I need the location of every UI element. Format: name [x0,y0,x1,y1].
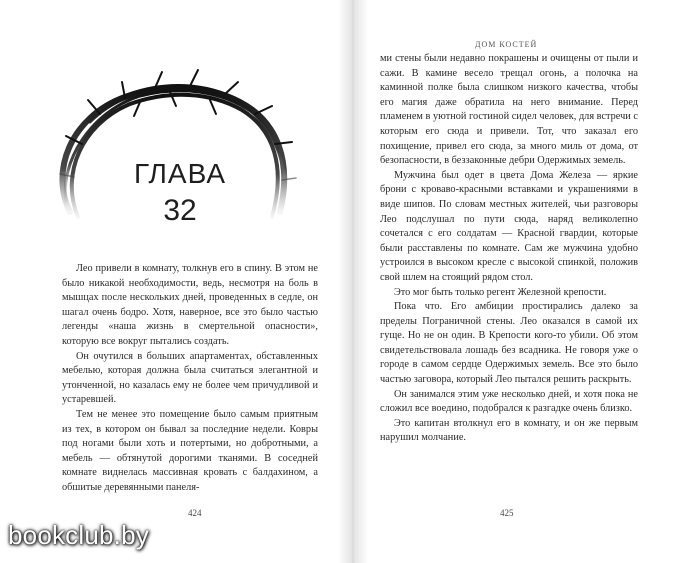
running-head: ДОМ КОСТЕЙ [475,40,538,49]
right-page-body [380,52,638,446]
chapter-label: ГЛАВА [133,158,227,189]
page-number-left: 424 [188,508,202,518]
paragraph: Это мог быть только регент Железной крепости. [394,286,607,298]
left-page-body [62,262,318,496]
paragraph: Лео привели в комнату, толкнув его в спину. В этом не было никакой необходимости, ведь, несмотря на боль в мышцах после нескольких дней, проведенных в седле, он шагал очень бодро. Хотя, наверное, все это было частью легенды «наша жизнь в смертельной опасности», которую все вокруг пытались создать. [62,263,318,347]
paragraph: ми стены были недавно покрашены и очищены от пыли и сажи. В камине весело трещал огонь, а полочка на каминной полке была слишком низкого качества, чтобы его магия даже обратила на него внимание. Перед пламенем в уютной гостиной сидел человек, для встречи с которым его сюда и привели. Тот, что заказал его похищение, привел его сюда, за много миль от дома, от безопасности, в беззаконные дебри Одержимых земель. [380,53,638,167]
paragraph: Он очутился в больших апартаментах, обставленных мебелью, которая должна была считаться элегантной и утонченной, но казалась ему не более чем причудливой и устаревшей. [62,350,318,406]
paragraph: Пока что. Его амбиции простирались далеко за пределы Пограничной стены. Лео оказался в самой их гуще. Но не он один. В Крепости кого-то убили. Об этом свидетельствовала лошадь без всадника. Не говоря уже о городе в самом сердце Одержимых земель. Все это было частью заговора, который Лео пытался решить раскрыть. [380,301,638,386]
watermark: bookclub.by [8,520,149,550]
chapter-number: 32 [163,194,197,227]
paragraph: Он занимался этим уже несколько дней, и хотя пока не сложил все воедино, подобрался к разгадке очень близко. [380,388,638,415]
paragraph: Это капитан втолкнул его в комнату, и он же первым нарушил молчание. [380,417,638,444]
paragraph: Тем не менее это помещение было самым приятным из тех, в котором он бывал за последние недели. Ковры под ногами были хоть и потертыми, но добротными, а мебель — обтянутой дорогими тканями. В соседней комнате виднелась массивная кровать с балдахином, а обшитые деревянными панеля- [62,408,318,493]
page-number-right: 425 [500,508,514,518]
paragraph: Мужчина был одет в цвета Дома Железа — яркие брони с кроваво-красными вставками и украшениями в виде шипов. По словам местных жителей, чьи разговоры Лео подслушал по пути сюда, наряд великолепно сочетался с его солдатам — Красной гвардии, которые были расставлены по комнате. Сам же мужчина удобно устроился в высоком кресле с высокой спинкой, положив свой шлем на стоящий рядом стол. [380,169,638,283]
